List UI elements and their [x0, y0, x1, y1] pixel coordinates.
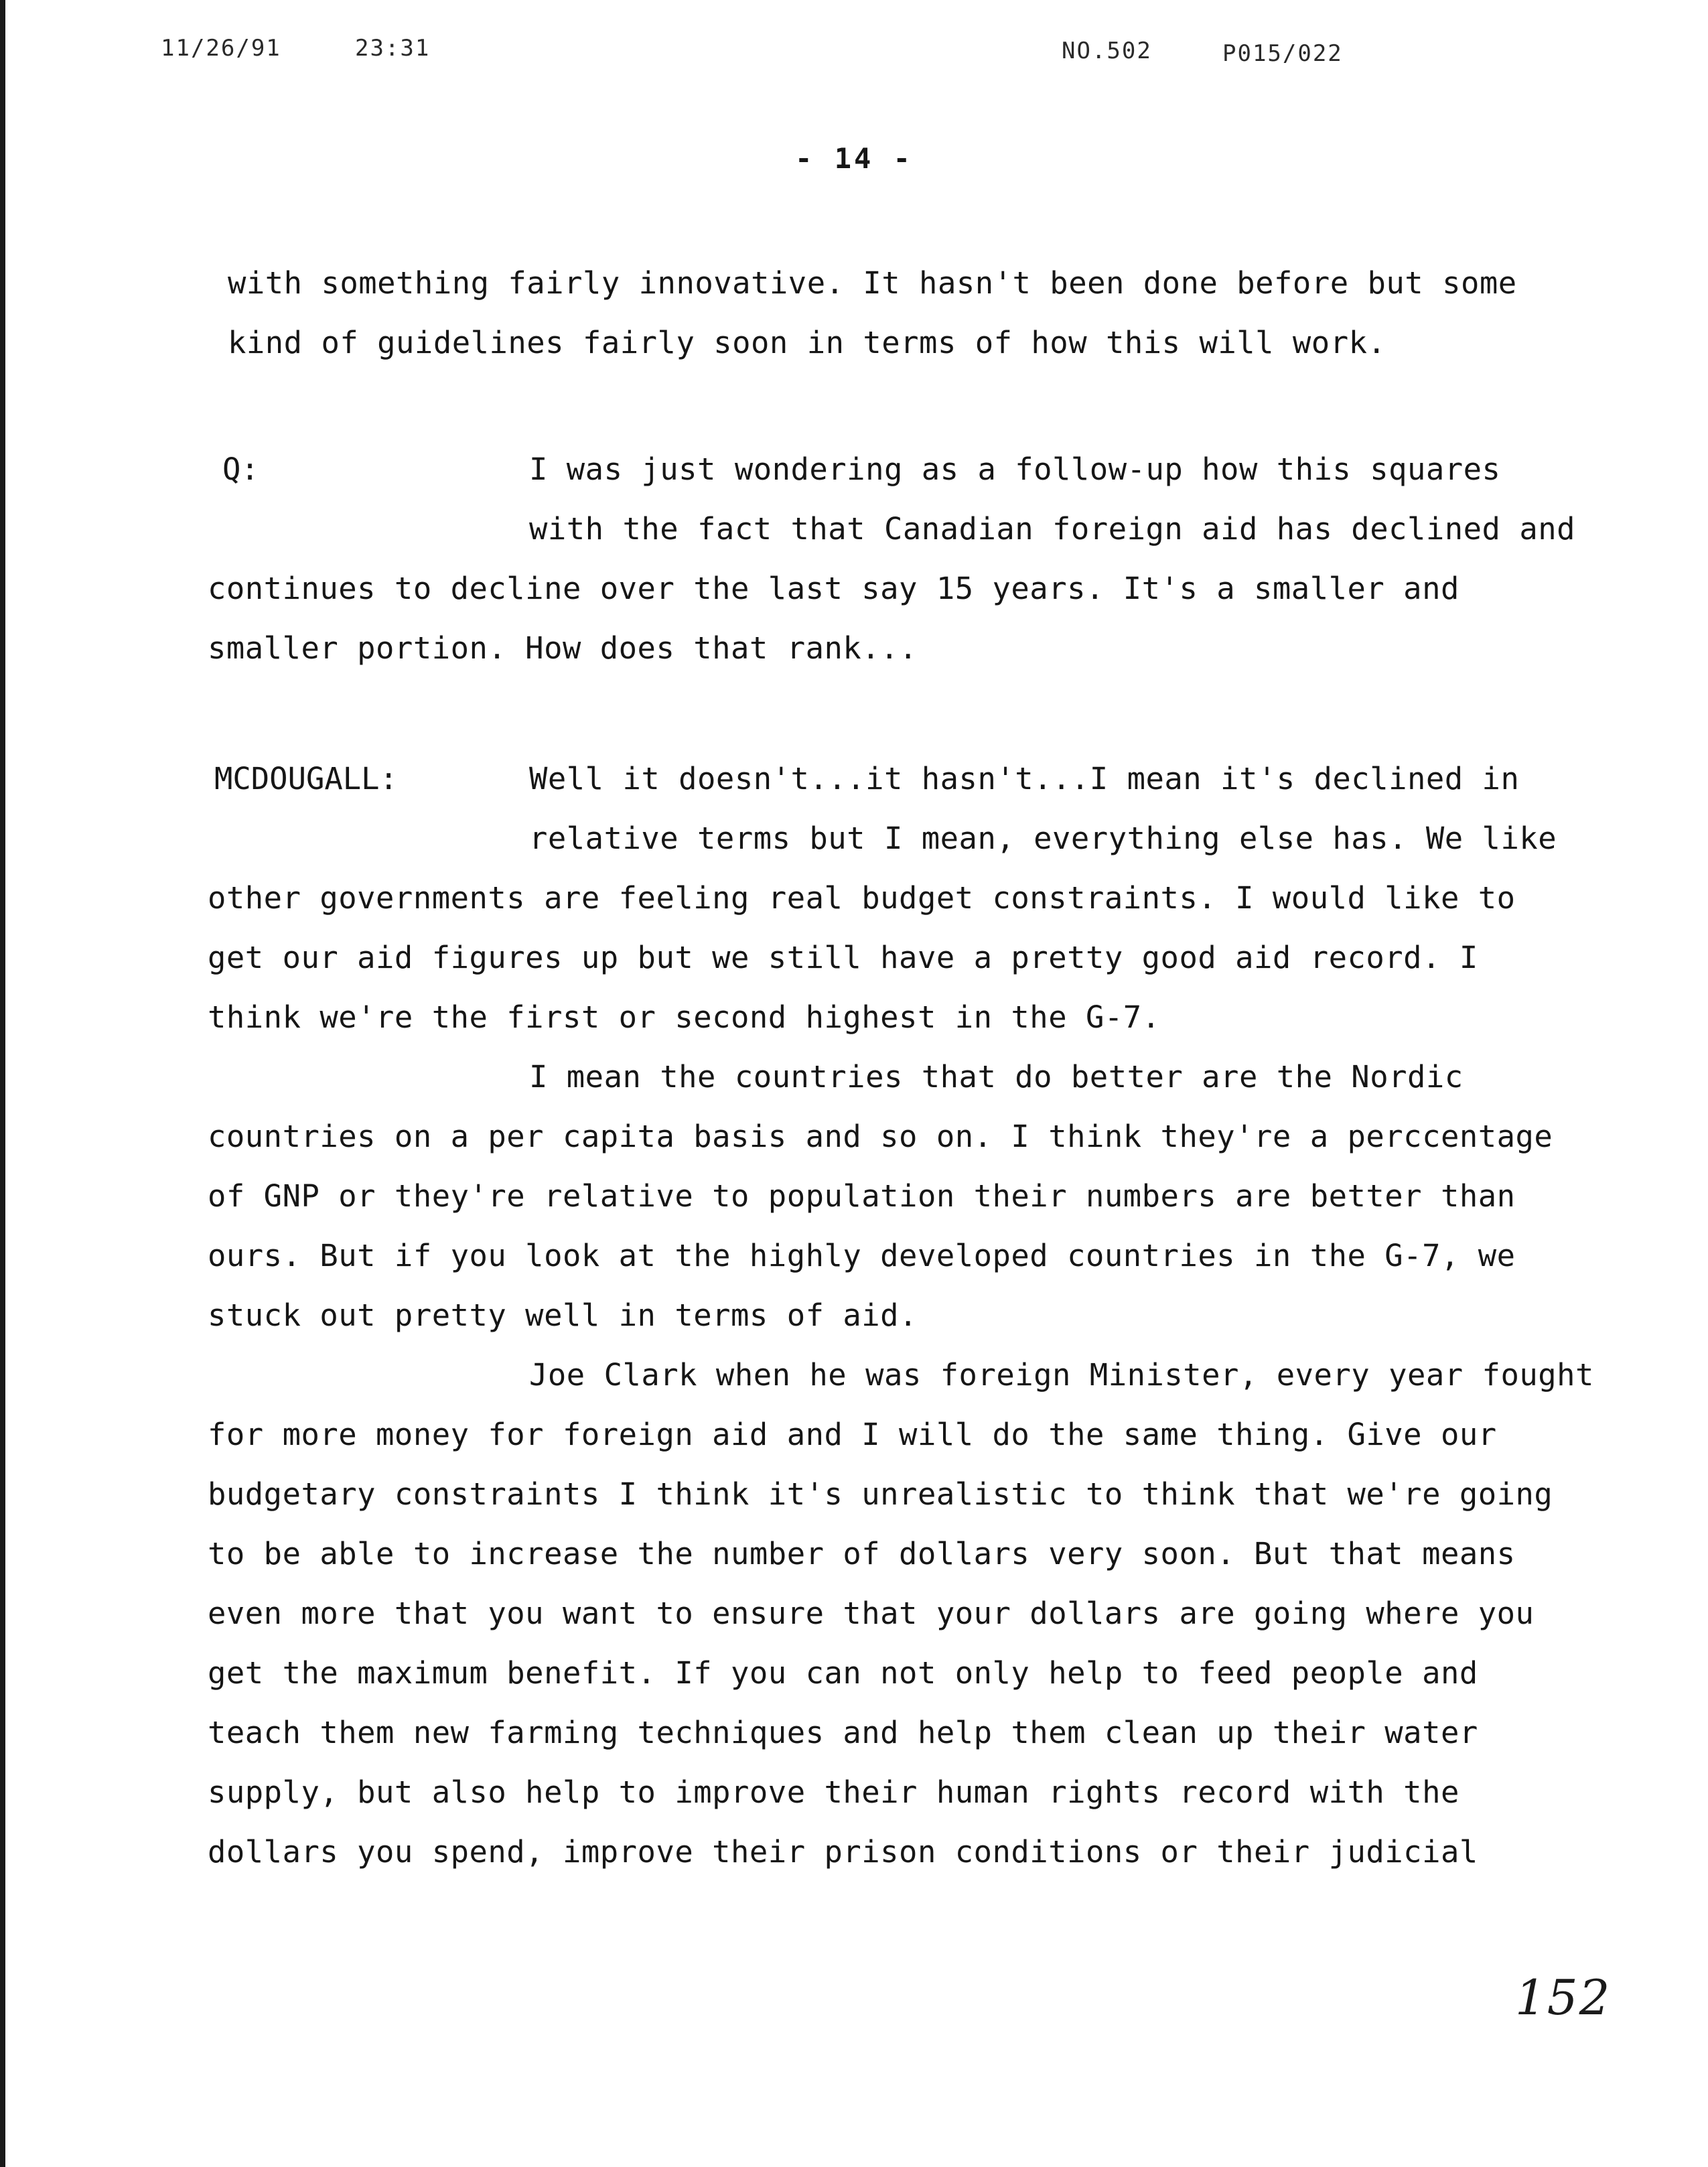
- speaker-label-mcdougall: MCDOUGALL:: [214, 761, 398, 796]
- text-line: get the maximum benefit. If you can not only help to feed people and: [208, 1655, 1478, 1691]
- answer-text: [208, 749, 1614, 1882]
- text-line: Well it doesn't...it hasn't...I mean it's declined in: [529, 761, 1520, 796]
- text-line: to be able to increase the number of dollars very soon. But that means: [208, 1536, 1516, 1571]
- fax-page-count: P015/022: [1222, 40, 1343, 67]
- text-line: kind of guidelines fairly soon in terms of how this will work.: [228, 325, 1386, 360]
- text-line: I was just wondering as a follow-up how this squares: [529, 451, 1501, 487]
- fax-header: [0, 35, 1708, 75]
- speaker-label-q: Q:: [222, 451, 259, 487]
- text-line: even more that you want to ensure that your dollars are going where you: [208, 1596, 1535, 1631]
- text-line: budgetary constraints I think it's unrealistic to think that we're going: [208, 1476, 1553, 1512]
- text-line: dollars you spend, improve their prison conditions or their judicial: [208, 1834, 1478, 1870]
- text-line: think we're the first or second highest in the G-7.: [208, 999, 1161, 1035]
- text-line: continues to decline over the last say 15 years. It's a smaller and: [208, 571, 1460, 606]
- text-line: of GNP or they're relative to population their numbers are better than: [208, 1178, 1516, 1214]
- page-number: - 14 -: [795, 142, 913, 175]
- text-line: relative terms but I mean, everything else has. We like: [529, 821, 1557, 856]
- text-line: ours. But if you look at the highly developed countries in the G-7, we: [208, 1238, 1516, 1273]
- question-text: [208, 439, 1614, 678]
- text-line: countries on a per capita basis and so on. I think they're a perccentage: [208, 1119, 1553, 1154]
- fax-number: NO.502: [1062, 38, 1152, 64]
- text-line: with the fact that Canadian foreign aid has declined and: [529, 511, 1576, 547]
- handwritten-page-number: 152: [1515, 1969, 1612, 2026]
- text-line: for more money for foreign aid and I will do the same thing. Give our: [208, 1417, 1497, 1452]
- scan-edge: [0, 0, 5, 2167]
- text-line: Joe Clark when he was foreign Minister, every year fought: [529, 1357, 1594, 1393]
- text-line: supply, but also help to improve their human rights record with the: [208, 1774, 1460, 1810]
- text-line: stuck out pretty well in terms of aid.: [208, 1298, 918, 1333]
- text-line: get our aid figures up but we still have a pretty good aid record. I: [208, 940, 1478, 975]
- text-line: I mean the countries that do better are the Nordic: [529, 1059, 1464, 1095]
- text-line: smaller portion. How does that rank...: [208, 630, 918, 666]
- text-line: teach them new farming techniques and help them clean up their water: [208, 1715, 1478, 1750]
- opening-paragraph: [228, 253, 1634, 372]
- fax-date: 11/26/91: [161, 35, 281, 62]
- text-line: other governments are feeling real budget constraints. I would like to: [208, 880, 1516, 916]
- fax-time: 23:31: [355, 35, 431, 62]
- text-line: with something fairly innovative. It hasn't been done before but some: [228, 265, 1517, 301]
